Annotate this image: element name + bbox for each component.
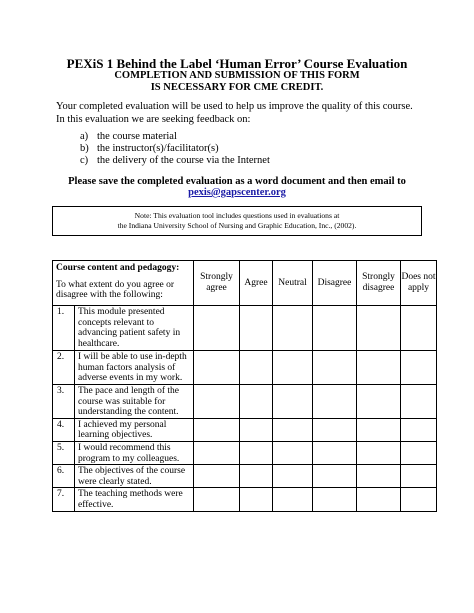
subtitle-line-2: IS NECESSARY FOR CME CREDIT. (150, 82, 324, 93)
rating-cell[interactable] (313, 465, 357, 488)
row-statement: I achieved my personal learning objectives. (75, 418, 194, 441)
rating-cell[interactable] (194, 306, 240, 351)
row-statement: The objectives of the course were clearly stated. (75, 465, 194, 488)
table-row (53, 465, 437, 488)
row-number: 3. (53, 385, 75, 419)
feedback-item-text: the instructor(s)/facilitator(s) (97, 143, 219, 154)
table-header-row (53, 261, 437, 306)
rating-cell[interactable] (273, 441, 313, 464)
table-row (53, 488, 437, 511)
column-header: Does not apply (401, 261, 437, 306)
table-row (53, 441, 437, 464)
note-box (52, 206, 422, 236)
table-row (53, 418, 437, 441)
rating-cell[interactable] (240, 441, 273, 464)
rating-cell[interactable] (401, 351, 437, 385)
rating-cell[interactable] (401, 418, 437, 441)
row-number: 6. (53, 465, 75, 488)
intro-paragraph: Your completed evaluation will be used to help us improve the quality of this course. In this evaluation we are seeking feedback on: (56, 101, 413, 125)
rating-cell[interactable] (194, 418, 240, 441)
note-line-2: the Indiana University School of Nursing and Graphic Education, Inc., (2002). (117, 221, 357, 230)
feedback-item-marker: a) (80, 131, 89, 142)
evaluation-table (52, 260, 437, 512)
email-link[interactable]: pexis@gapscenter.org (188, 187, 286, 198)
row-number: 5. (53, 441, 75, 464)
note-line-1: Note: This evaluation tool includes questions used in evaluations at (134, 211, 340, 220)
rating-cell[interactable] (401, 465, 437, 488)
rating-cell[interactable] (401, 488, 437, 511)
rating-cell[interactable] (273, 465, 313, 488)
feedback-item (80, 155, 270, 166)
feedback-item-marker: c) (80, 155, 89, 166)
rating-cell[interactable] (194, 488, 240, 511)
feedback-item-text: the course material (97, 131, 177, 142)
column-header: Disagree (313, 261, 357, 306)
rating-cell[interactable] (313, 385, 357, 419)
rating-cell[interactable] (273, 385, 313, 419)
rating-cell[interactable] (401, 306, 437, 351)
feedback-item-text: the delivery of the course via the Internet (97, 155, 270, 166)
feedback-item-marker: b) (80, 143, 89, 154)
row-number: 2. (53, 351, 75, 385)
row-statement: The pace and length of the course was suitable for understanding the content. (75, 385, 194, 419)
rating-cell[interactable] (313, 441, 357, 464)
table-row (53, 351, 437, 385)
rating-cell[interactable] (240, 385, 273, 419)
rating-cell[interactable] (240, 488, 273, 511)
rating-cell[interactable] (240, 351, 273, 385)
rating-cell[interactable] (401, 385, 437, 419)
submission-instruction: Please save the completed evaluation as a word document and then email to (68, 176, 406, 187)
table-header-cell (53, 261, 194, 306)
feedback-item (80, 143, 219, 154)
rating-cell[interactable] (313, 306, 357, 351)
section-title: Course content and pedagogy: (56, 263, 180, 273)
rating-cell[interactable] (273, 306, 313, 351)
rating-cell[interactable] (194, 465, 240, 488)
rating-cell[interactable] (240, 465, 273, 488)
rating-cell[interactable] (273, 488, 313, 511)
column-header: Agree (240, 261, 273, 306)
rating-cell[interactable] (357, 306, 401, 351)
rating-cell[interactable] (240, 306, 273, 351)
rating-cell[interactable] (194, 351, 240, 385)
rating-cell[interactable] (194, 441, 240, 464)
table-prompt: To what extent do you agree or disagree with the following: (56, 279, 175, 301)
row-statement: I would recommend this program to my colleagues. (75, 441, 194, 464)
column-header: Strongly agree (194, 261, 240, 306)
rating-cell[interactable] (357, 441, 401, 464)
table-row (53, 385, 437, 419)
row-statement: This module presented concepts relevant to advancing patient safety in healthcare. (75, 306, 194, 351)
rating-cell[interactable] (194, 385, 240, 419)
rating-cell[interactable] (357, 488, 401, 511)
rating-cell[interactable] (357, 418, 401, 441)
row-statement: The teaching methods were effective. (75, 488, 194, 511)
rating-cell[interactable] (313, 351, 357, 385)
rating-cell[interactable] (357, 465, 401, 488)
rating-cell[interactable] (357, 351, 401, 385)
page-title: PEXiS 1 Behind the Label ‘Human Error’ Course Evaluation (66, 56, 408, 71)
rating-cell[interactable] (273, 418, 313, 441)
rating-cell[interactable] (401, 441, 437, 464)
row-number: 1. (53, 306, 75, 351)
row-number: 7. (53, 488, 75, 511)
rating-cell[interactable] (240, 418, 273, 441)
rating-cell[interactable] (273, 351, 313, 385)
table-row (53, 306, 437, 351)
column-header: Strongly disagree (357, 261, 401, 306)
row-number: 4. (53, 418, 75, 441)
rating-cell[interactable] (313, 418, 357, 441)
rating-cell[interactable] (313, 488, 357, 511)
row-statement: I will be able to use in-depth human factors analysis of adverse events in my work. (75, 351, 194, 385)
rating-cell[interactable] (357, 385, 401, 419)
column-header: Neutral (273, 261, 313, 306)
feedback-item (80, 131, 177, 142)
subtitle-line-1: COMPLETION AND SUBMISSION OF THIS FORM (114, 70, 360, 81)
